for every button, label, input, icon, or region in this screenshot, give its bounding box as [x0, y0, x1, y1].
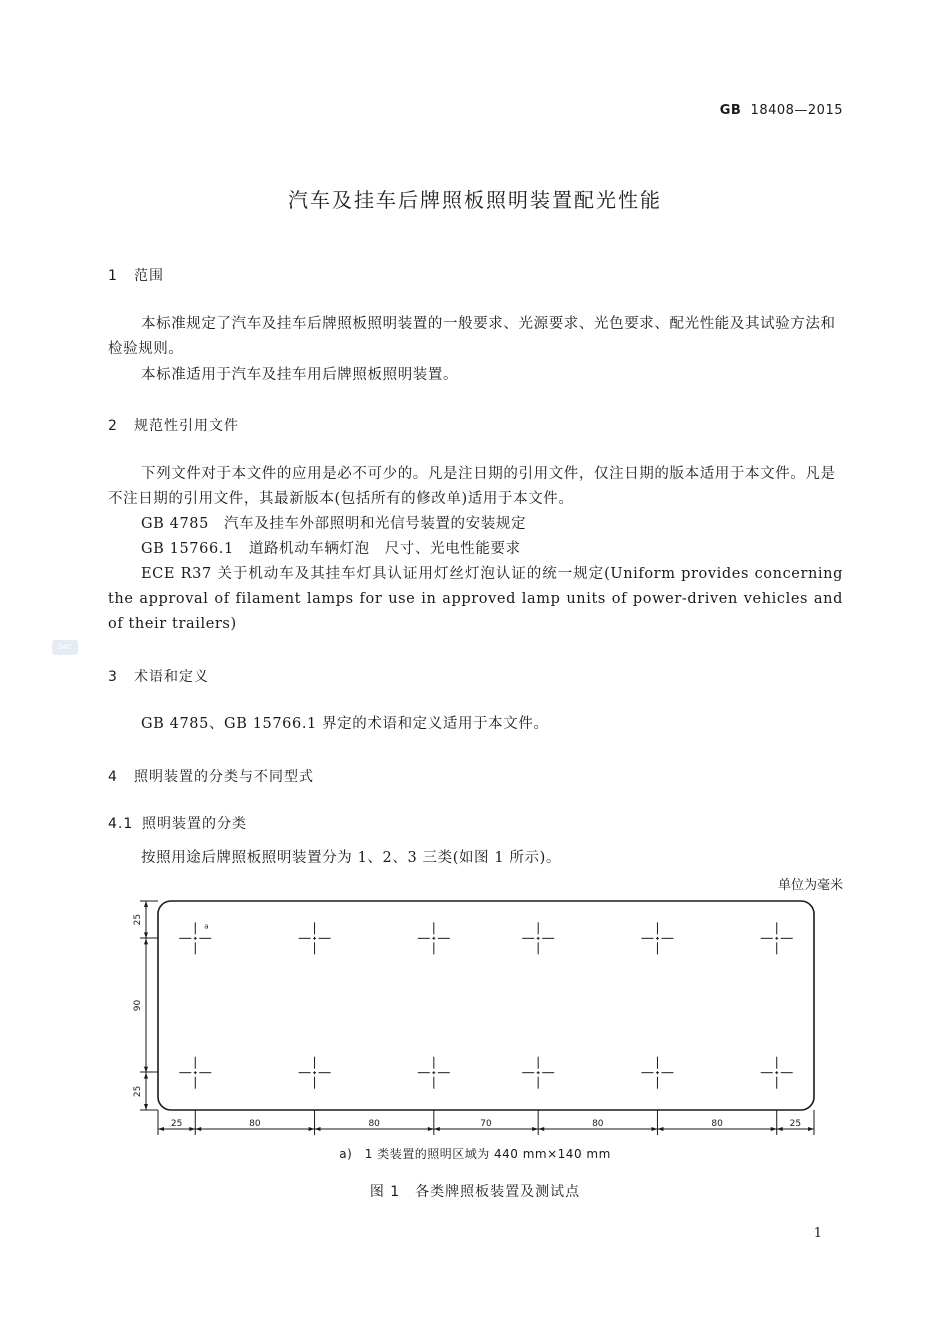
standard-prefix: GB: [719, 103, 742, 118]
dimension-arrow: [428, 1127, 434, 1131]
horizontal-dimension-label: 80: [592, 1119, 604, 1129]
section-number: 4.1: [108, 816, 134, 832]
dimension-arrow: [144, 932, 148, 938]
dimension-arrow: [144, 1104, 148, 1110]
section-title: 范围: [134, 268, 164, 284]
watermark-logo: SAC: [52, 640, 78, 655]
dimension-arrow: [144, 1073, 148, 1079]
test-point-note-mark: a: [204, 922, 209, 931]
dimension-arrow: [434, 1127, 440, 1131]
horizontal-dimension-label: 80: [368, 1119, 380, 1129]
horizontal-dimension-label: 25: [170, 1119, 183, 1129]
dimension-arrow: [189, 1127, 195, 1131]
standard-number: [720, 103, 843, 118]
dimension-arrow: [532, 1127, 538, 1131]
figure-subcaption: a) 1 类装置的照明区域为 440 mm×140 mm: [339, 1147, 611, 1161]
unit-note: 单位为毫米: [777, 878, 843, 893]
reference-gb15766: GB 15766.1 道路机动车辆灯泡 尺寸、光电性能要求: [141, 541, 521, 557]
test-point-marker: [641, 1057, 673, 1089]
section-4-1-heading: [108, 813, 247, 833]
page-number: 1: [813, 1226, 822, 1241]
dimension-arrow: [651, 1127, 657, 1131]
horizontal-dimension-label: 70: [480, 1119, 492, 1129]
test-point-marker: [522, 1057, 554, 1089]
vertical-dimension-label: 25: [133, 1085, 143, 1098]
section-1-paragraph-1: 本标准规定了汽车及挂车后牌照板照明装置的一般要求、光源要求、光色要求、配光性能及其试验方法和检验规则。: [108, 316, 836, 357]
figure-caption: 图 1 各类牌照板装置及测试点: [369, 1184, 581, 1200]
test-point-marker: [179, 1057, 211, 1089]
section-title: 照明装置的分类与不同型式: [134, 769, 314, 785]
dimension-arrow: [777, 1127, 783, 1131]
reference-gb4785: GB 4785 汽车及挂车外部照明和光信号装置的安装规定: [141, 516, 527, 532]
document-title: 汽车及挂车后牌照板照明装置配光性能: [288, 188, 662, 212]
section-number: 1: [108, 268, 118, 284]
section-title: 规范性引用文件: [134, 418, 239, 434]
dimension-arrow: [538, 1127, 544, 1131]
section-number: 2: [108, 418, 118, 434]
dimension-arrow: [144, 901, 148, 907]
section-1-heading: [108, 265, 164, 285]
dimension-arrow: [808, 1127, 814, 1131]
section-3-heading: [108, 666, 209, 686]
test-point-marker: [418, 1057, 450, 1089]
test-point-marker: [761, 922, 793, 954]
test-point-marker: [299, 1057, 331, 1089]
dimension-arrow: [144, 938, 148, 944]
dimension-arrow: [309, 1127, 315, 1131]
horizontal-dimension-label: 80: [711, 1119, 723, 1129]
test-point-marker: [641, 922, 673, 954]
horizontal-dimension-label: 80: [249, 1119, 261, 1129]
section-title: 术语和定义: [134, 669, 209, 685]
section-title: 照明装置的分类: [142, 816, 247, 832]
test-point-marker: [299, 922, 331, 954]
section-number: 3: [108, 669, 118, 685]
section-2-paragraph-1: 下列文件对于本文件的应用是必不可少的。凡是注日期的引用文件，仅注日期的版本适用于本文件。凡是不注日期的引用文件，其最新版本(包括所有的修改单)适用于本文件。: [108, 466, 836, 507]
section-4-1-paragraph-1: 按照用途后牌照板照明装置分为 1、2、3 三类(如图 1 所示)。: [141, 850, 561, 866]
section-2-heading: [108, 415, 239, 435]
license-plate-diagram: [0, 890, 950, 1140]
vertical-dimension-label: 25: [133, 913, 143, 926]
section-number: 4: [108, 769, 118, 785]
standard-code: 18408—2015: [750, 103, 843, 118]
reference-ece-r37: ECE R37 关于机动车及其挂车灯具认证用灯丝灯泡认证的统一规定(Uniform provides concerning the approval of filament lamps for use in approved lamp units of power-driven vehicles and of their trailers): [108, 566, 843, 632]
test-point-marker: [761, 1057, 793, 1089]
illumination-area-outline: [158, 901, 814, 1110]
section-3-paragraph-1: GB 4785、GB 15766.1 界定的术语和定义适用于本文件。: [141, 716, 549, 732]
dimension-arrow: [315, 1127, 321, 1131]
section-1-paragraph-2: 本标准适用于汽车及挂车用后牌照板照明装置。: [141, 367, 459, 383]
test-point-marker: [522, 922, 554, 954]
section-4-heading: [108, 766, 314, 786]
vertical-dimension-label: 90: [133, 999, 143, 1012]
dimension-arrow: [158, 1127, 164, 1131]
dimension-arrow: [657, 1127, 663, 1131]
dimension-arrow: [771, 1127, 777, 1131]
horizontal-dimension-label: 25: [789, 1119, 802, 1129]
test-point-marker: [418, 922, 450, 954]
dimension-arrow: [195, 1127, 201, 1131]
